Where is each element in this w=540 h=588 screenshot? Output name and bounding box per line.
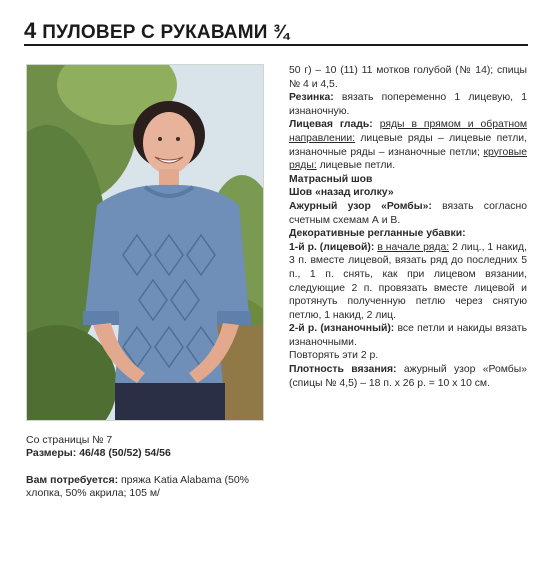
mattress-stitch: Матрасный шов <box>289 173 373 185</box>
rib-text: вязать попеременно 1 лицевую, 1 изнаночную. <box>289 92 527 117</box>
row1-text: 2 лиц., 1 накид, 3 п. вместе лицевой, вязать ряд до последних 5 п., 1 п. снять, как при лицевом вязании, следующие 2 п. провязать вместе лицевой и протянуть полученную петлю через снятую петлю, 1 накид, 2 лиц. <box>289 241 527 321</box>
row1-paragraph <box>289 241 527 323</box>
stockinette-flat-text: лицевые ряды – лицевые петли, изнаночные ряды – изнаночные петли; <box>289 132 527 158</box>
row1-label: 1-й р. (лицевой): <box>289 241 375 253</box>
stockinette-paragraph <box>289 118 527 172</box>
stockinette-label: Лицевая гладь: <box>289 119 373 131</box>
gauge-label: Плотность вязания: <box>289 364 397 376</box>
materials-text: пряжа Katia Alabama (50% хлопка, 50% акрила; 105 м/ <box>26 474 250 499</box>
rib-paragraph <box>289 91 527 118</box>
row1-start-label: в начале ряда: <box>377 241 450 253</box>
materials-continued: 50 г) – 10 (11) 11 мотков голубой (№ 14); спицы № 4 и 4,5. <box>289 65 527 90</box>
gauge-paragraph <box>289 363 527 390</box>
repeat-note: Повторять эти 2 р. <box>289 350 379 362</box>
lace-label: Ажурный узор «Ромбы»: <box>289 200 432 212</box>
backstitch-seam: Шов «назад иголку» <box>289 187 394 199</box>
header-rule <box>24 44 528 46</box>
stockinette-flat-label: ряды в прямом и обратном направлении: <box>289 119 528 144</box>
materials-paragraph <box>26 474 266 500</box>
stockinette-round-label: круговые ряды: <box>289 146 527 172</box>
pattern-title: ПУЛОВЕР С РУКАВАМИ ¾ <box>42 22 290 43</box>
model-photo <box>26 64 264 421</box>
materials-label: Вам потребуется: <box>26 474 119 486</box>
pattern-header <box>24 18 520 44</box>
left-column <box>26 434 266 500</box>
sizes-line <box>26 447 266 460</box>
lace-text: вязать согласно счетным схемам А и В. <box>289 200 528 226</box>
row2-paragraph <box>289 322 527 349</box>
row2-text: все петли и накиды вязать изнаночными. <box>289 323 528 348</box>
rib-label: Резинка: <box>289 92 334 104</box>
lace-paragraph <box>289 200 527 227</box>
gauge-text: ажурный узор «Ромбы» (спицы № 4,5) – 18 п. x 26 р. = 10 x 10 см. <box>289 364 528 389</box>
source-note: Со страницы № 7 <box>26 434 113 446</box>
sizes-label: Размеры: <box>26 447 77 459</box>
raglan-heading: Декоративные регланные убавки: <box>289 228 466 240</box>
photo-illustration <box>27 65 263 420</box>
row2-label: 2-й р. (изнаночный): <box>289 323 395 335</box>
stockinette-round-text: лицевые петли. <box>319 160 396 172</box>
sizes-value: 46/48 (50/52) 54/56 <box>79 447 171 459</box>
right-column <box>289 64 527 390</box>
pattern-number: 4 <box>24 18 37 43</box>
